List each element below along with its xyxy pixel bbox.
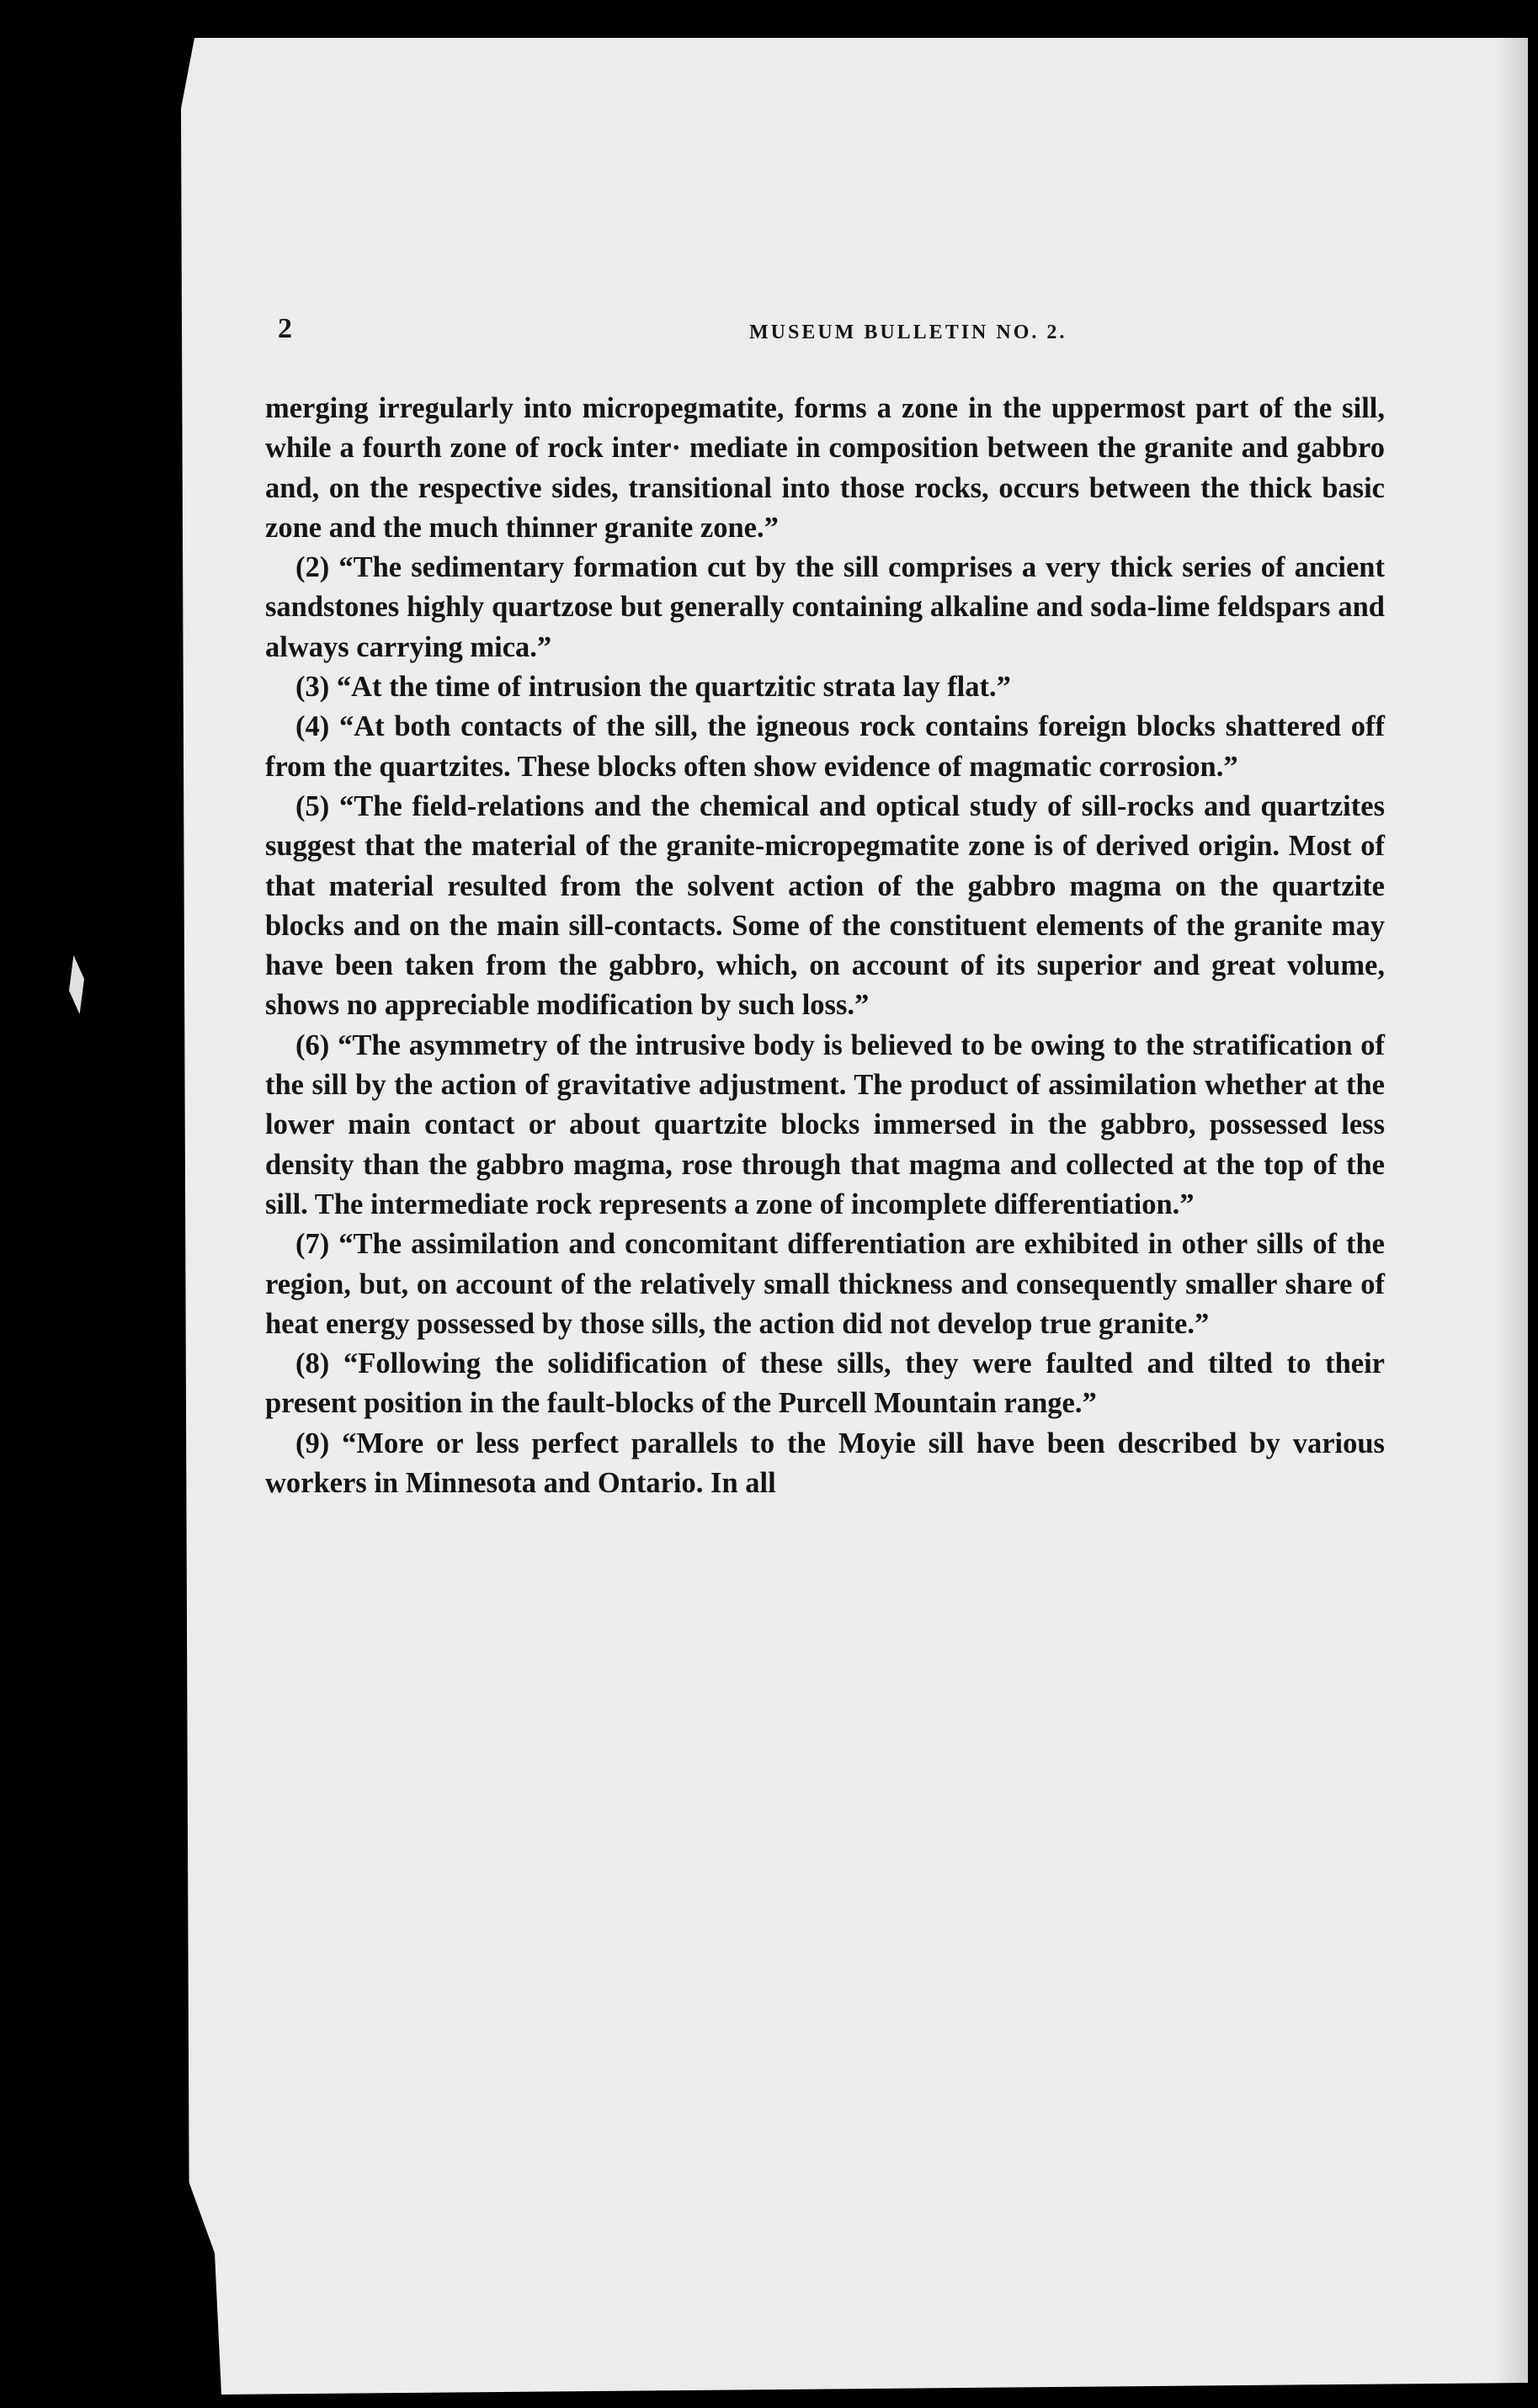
page-header [278,313,1423,364]
body-text [265,389,1385,1503]
paragraph-7: (7) “The assimilation and concomitant differentiation are exhibited in other sills of the region, but, on account of the relatively small thickness and consequently smaller share of heat energy possessed by those sills, the action did not develop true granite.” [265,1228,1385,1340]
paragraph-5: (5) “The field-relations and the chemical and optical study of sill-rocks and quartzites suggest that the material of the granite-micropegmatite zone is of derived origin. Most of that material resulted from the solvent action of the gabbro magma on the quartzite blocks and on the main sill-contacts. Some of the constituent elements of the granite may have been taken from the gabbro, which, on account of its superior and great volume, shows no appreciable modification by such loss.” [265,789,1385,1022]
page-edge-shadow [1494,38,1528,2395]
paragraph-continued: merging irregularly into micropegmatite, forms a zone in the uppermost part of the sill, while a fourth zone of rock inter· mediate in composition between the granite and gabbro and, on the respective sides, transitional into those rocks, occurs between the thick basic zone and the much thinner granite zone.” [265,392,1385,544]
paragraph-8: (8) “Following the solidification of these sills, they were faulted and tilted to their present position in the fault-blocks of the Purcell Mountain range.” [265,1348,1385,1420]
margin-smudge [69,955,84,1014]
page-number: 2 [278,313,292,344]
paragraph-4: (4) “At both contacts of the sill, the igneous rock contains foreign blocks shattered off from the quartzites. These blocks often show evidence of magmatic corrosion.” [265,710,1385,783]
paragraph-2: (2) “The sedimentary formation cut by the sill comprises a very thick series of ancient sandstones highly quartzose but generally containing alkaline and soda-lime feldspars and always carrying mica.” [265,551,1385,663]
running-head: MUSEUM BULLETIN NO. 2. [749,322,1067,343]
paragraph-6: (6) “The asymmetry of the intrusive body is believed to be owing to the stratification of the sill by the action of gravitative adjustment. The product of assimilation whether at the lower main contact or about quartzite blocks immersed in the gabbro, possessed less density than the gabbro magma, rose through that magma and collected at the top of the sill. The intermediate rock represents a zone of incomplete differentiation.” [265,1029,1385,1220]
paragraph-3: (3) “At the time of intrusion the quartzitic strata lay flat.” [295,671,1011,704]
paragraph-9: (9) “More or less perfect parallels to the Moyie sill have been described by various workers in Minnesota and Ontario. In all [265,1427,1385,1500]
